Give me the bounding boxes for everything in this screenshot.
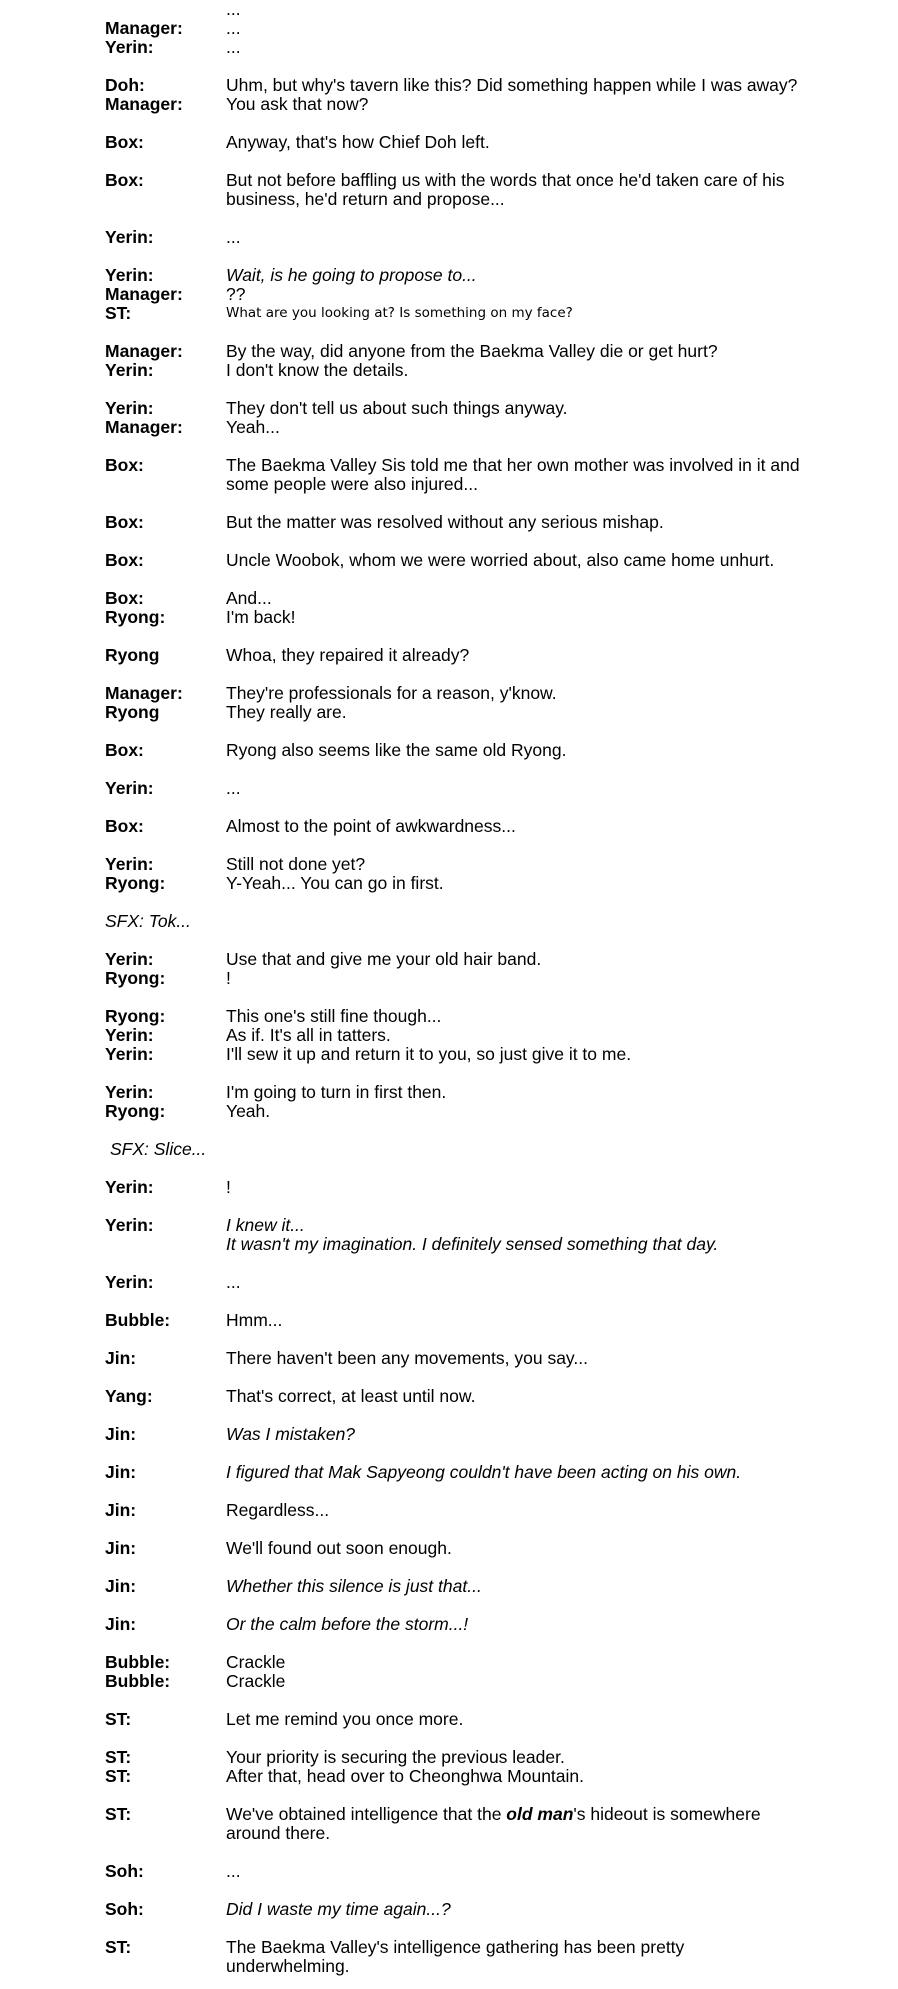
dialogue-line bbox=[105, 342, 805, 361]
speaker-label: Yerin: bbox=[105, 1082, 154, 1102]
text-segment: We've obtained intelligence that the bbox=[226, 1804, 507, 1824]
dialogue-text: Crackle bbox=[226, 1652, 286, 1672]
speaker-label: Jin: bbox=[105, 1576, 137, 1596]
dialogue-line bbox=[105, 1501, 805, 1520]
dialogue-line bbox=[105, 1273, 805, 1292]
dialogue-line bbox=[105, 1539, 805, 1558]
dialogue-line bbox=[105, 1862, 805, 1881]
speaker-label: Yerin: bbox=[105, 1044, 154, 1064]
dialogue-line bbox=[105, 76, 805, 95]
dialogue-line bbox=[105, 1463, 805, 1482]
dialogue-text: Anyway, that's how Chief Doh left. bbox=[226, 132, 490, 152]
line-spacer bbox=[105, 1786, 805, 1805]
line-spacer bbox=[105, 57, 805, 76]
dialogue-text: Let me remind you once more. bbox=[226, 1709, 464, 1729]
line-spacer bbox=[105, 1121, 805, 1140]
speaker-label: Yerin: bbox=[105, 265, 154, 285]
line-spacer bbox=[105, 1729, 805, 1748]
speaker-label: ST: bbox=[105, 1747, 132, 1767]
dialogue-line bbox=[105, 19, 805, 38]
dialogue-text: I don't know the details. bbox=[226, 360, 409, 380]
line-spacer bbox=[105, 1596, 805, 1615]
dialogue-text: Your priority is securing the previous leader. bbox=[226, 1747, 565, 1767]
line-spacer bbox=[105, 1197, 805, 1216]
dialogue-line bbox=[105, 855, 805, 874]
line-spacer bbox=[105, 494, 805, 513]
speaker-label: Soh: bbox=[105, 1861, 144, 1881]
dialogue-text: Or the calm before the storm...! bbox=[226, 1614, 469, 1634]
dialogue-text: Whether this silence is just that... bbox=[226, 1576, 482, 1596]
dialogue-text: We'll found out soon enough. bbox=[226, 1538, 452, 1558]
line-spacer bbox=[105, 1368, 805, 1387]
dialogue-text: Hmm... bbox=[226, 1310, 283, 1330]
speaker-label: ST: bbox=[105, 1937, 132, 1957]
emphasis-text: old man bbox=[506, 1804, 574, 1824]
speaker-label: Manager: bbox=[105, 284, 183, 304]
speaker-label: Ryong: bbox=[105, 607, 166, 627]
speaker-label: Manager: bbox=[105, 18, 183, 38]
line-spacer bbox=[105, 893, 805, 912]
speaker-label: Soh: bbox=[105, 1899, 144, 1919]
speaker-label: ST: bbox=[105, 1766, 132, 1786]
speaker-label: ST: bbox=[105, 1804, 132, 1824]
line-spacer bbox=[105, 1292, 805, 1311]
speaker-label: Box: bbox=[105, 455, 144, 475]
dialogue-line bbox=[105, 1748, 805, 1767]
line-spacer bbox=[105, 1482, 805, 1501]
dialogue-line bbox=[105, 703, 805, 722]
dialogue-line bbox=[105, 171, 805, 209]
line-spacer bbox=[105, 1881, 805, 1900]
speaker-label: Yerin: bbox=[105, 1177, 154, 1197]
speaker-label: Box: bbox=[105, 512, 144, 532]
speaker-label: Ryong: bbox=[105, 1006, 166, 1026]
speaker-label: ST: bbox=[105, 1709, 132, 1729]
speaker-label: Jin: bbox=[105, 1462, 137, 1482]
dialogue-line bbox=[105, 779, 805, 798]
dialogue-line bbox=[105, 646, 805, 665]
dialogue-line bbox=[105, 1349, 805, 1368]
line-spacer bbox=[105, 988, 805, 1007]
dialogue-text: The Baekma Valley's intelligence gathering has been pretty underwhelming. bbox=[226, 1937, 685, 1976]
line-spacer bbox=[105, 532, 805, 551]
speaker-label: Yerin: bbox=[105, 854, 154, 874]
dialogue-text: ... bbox=[226, 1861, 241, 1881]
dialogue-text: Whoa, they repaired it already? bbox=[226, 645, 470, 665]
dialogue-line bbox=[105, 513, 805, 532]
dialogue-text: I knew it... It wasn't my imagination. I definitely sensed something that day. bbox=[226, 1215, 719, 1254]
dialogue-text: I figured that Mak Sapyeong couldn't have been acting on his own. bbox=[226, 1462, 742, 1482]
line-spacer bbox=[105, 931, 805, 950]
dialogue-line bbox=[105, 0, 805, 19]
dialogue-text: Was I mistaken? bbox=[226, 1424, 356, 1444]
line-spacer bbox=[105, 380, 805, 399]
dialogue-line bbox=[105, 589, 805, 608]
dialogue-line bbox=[105, 1938, 805, 1976]
speaker-label: Yerin: bbox=[105, 360, 154, 380]
speaker-label: Jin: bbox=[105, 1424, 137, 1444]
dialogue-text: Yeah... bbox=[226, 417, 280, 437]
dialogue-text: Did I waste my time again...? bbox=[226, 1899, 451, 1919]
dialogue-text: Still not done yet? bbox=[226, 854, 366, 874]
dialogue-line bbox=[105, 1767, 805, 1786]
dialogue-line bbox=[105, 1311, 805, 1330]
line-spacer bbox=[105, 1919, 805, 1938]
speaker-label: Doh: bbox=[105, 75, 145, 95]
dialogue-text: They really are. bbox=[226, 702, 347, 722]
dialogue-text: ?? bbox=[226, 284, 246, 304]
dialogue-line bbox=[105, 285, 805, 304]
speaker-label bbox=[105, 0, 226, 19]
speaker-label: Bubble: bbox=[105, 1671, 171, 1691]
line-spacer bbox=[105, 1558, 805, 1577]
dialogue-text: ... bbox=[226, 37, 241, 57]
speaker-label: Box: bbox=[105, 740, 144, 760]
dialogue-line bbox=[105, 874, 805, 893]
line-spacer bbox=[105, 1444, 805, 1463]
dialogue-text: ! bbox=[226, 1177, 231, 1197]
speaker-label: Jin: bbox=[105, 1538, 137, 1558]
dialogue-text: Ryong also seems like the same old Ryong. bbox=[226, 740, 567, 760]
dialogue-line bbox=[105, 1615, 805, 1634]
line-spacer bbox=[105, 1064, 805, 1083]
dialogue-text: ... bbox=[226, 227, 241, 247]
dialogue-text: Almost to the point of awkwardness... bbox=[226, 816, 516, 836]
dialogue-line bbox=[105, 456, 805, 494]
speaker-label: Manager: bbox=[105, 94, 183, 114]
dialogue-text: Use that and give me your old hair band. bbox=[226, 949, 542, 969]
dialogue-text: I'm going to turn in first then. bbox=[226, 1082, 447, 1102]
sfx-line: SFX: Slice... bbox=[110, 1139, 207, 1159]
dialogue-line bbox=[105, 684, 805, 703]
dialogue-text: ... bbox=[226, 0, 241, 19]
line-spacer bbox=[105, 1254, 805, 1273]
speaker-label: Yerin: bbox=[105, 398, 154, 418]
dialogue-line bbox=[105, 950, 805, 969]
dialogue-text: Yeah. bbox=[226, 1101, 271, 1121]
speaker-label: Box: bbox=[105, 170, 144, 190]
line-spacer bbox=[105, 798, 805, 817]
speaker-label: Yang: bbox=[105, 1386, 153, 1406]
dialogue-line bbox=[105, 741, 805, 760]
line-spacer bbox=[105, 760, 805, 779]
dialogue-text: I'll sew it up and return it to you, so just give it to me. bbox=[226, 1044, 632, 1064]
speaker-label: Yerin: bbox=[105, 778, 154, 798]
speaker-label: Yerin: bbox=[105, 1215, 154, 1235]
dialogue-text: They don't tell us about such things anyway. bbox=[226, 398, 568, 418]
line-spacer bbox=[105, 323, 805, 342]
dialogue-line bbox=[105, 1045, 805, 1064]
dialogue-line bbox=[105, 1577, 805, 1596]
line-spacer bbox=[105, 114, 805, 133]
dialogue-line bbox=[105, 1900, 805, 1919]
speaker-label: Yerin: bbox=[105, 227, 154, 247]
speaker-label: Ryong: bbox=[105, 1101, 166, 1121]
dialogue-text bbox=[226, 1805, 805, 1843]
line-spacer bbox=[105, 722, 805, 741]
line-spacer bbox=[105, 665, 805, 684]
speaker-label: Yerin: bbox=[105, 1272, 154, 1292]
speaker-label: Bubble: bbox=[105, 1310, 171, 1330]
dialogue-text: Wait, is he going to propose to... bbox=[226, 265, 477, 285]
dialogue-line bbox=[105, 1387, 805, 1406]
script-transcript bbox=[105, 0, 805, 1976]
dialogue-text: Y-Yeah... You can go in first. bbox=[226, 873, 444, 893]
speaker-label: Box: bbox=[105, 132, 144, 152]
dialogue-line bbox=[105, 133, 805, 152]
speaker-label: Manager: bbox=[105, 683, 183, 703]
dialogue-line bbox=[105, 1102, 805, 1121]
line-spacer bbox=[105, 247, 805, 266]
dialogue-text: ! bbox=[226, 968, 231, 988]
speaker-label: Ryong bbox=[105, 645, 160, 665]
line-spacer bbox=[105, 437, 805, 456]
dialogue-line bbox=[105, 1710, 805, 1729]
dialogue-line bbox=[105, 1083, 805, 1102]
dialogue-text: What are you looking at? Is something on my face? bbox=[226, 305, 573, 321]
speaker-label: Ryong: bbox=[105, 873, 166, 893]
dialogue-text: Crackle bbox=[226, 1671, 286, 1691]
speaker-label: Yerin: bbox=[105, 949, 154, 969]
speaker-label: Box: bbox=[105, 816, 144, 836]
speaker-label: ST: bbox=[105, 303, 132, 323]
line-spacer bbox=[105, 1330, 805, 1349]
line-spacer bbox=[105, 209, 805, 228]
speaker-label: Ryong bbox=[105, 702, 160, 722]
dialogue-line bbox=[105, 399, 805, 418]
line-spacer bbox=[105, 1843, 805, 1862]
dialogue-line bbox=[105, 266, 805, 285]
dialogue-line bbox=[105, 38, 805, 57]
dialogue-text: ... bbox=[226, 778, 241, 798]
dialogue-line bbox=[105, 551, 805, 570]
dialogue-line bbox=[105, 1672, 805, 1691]
speaker-label: Box: bbox=[105, 588, 144, 608]
line-spacer bbox=[105, 152, 805, 171]
dialogue-text: As if. It's all in tatters. bbox=[226, 1025, 391, 1045]
speaker-label: Jin: bbox=[105, 1500, 137, 1520]
dialogue-text: Uhm, but why's tavern like this? Did something happen while I was away? bbox=[226, 75, 798, 95]
dialogue-text: That's correct, at least until now. bbox=[226, 1386, 476, 1406]
line-spacer bbox=[105, 1406, 805, 1425]
dialogue-text: And... bbox=[226, 588, 272, 608]
dialogue-line bbox=[105, 608, 805, 627]
speaker-label: Yerin: bbox=[105, 1025, 154, 1045]
text-segment: 's hideout is somewhere around there. bbox=[226, 1804, 761, 1843]
dialogue-line bbox=[105, 1425, 805, 1444]
dialogue-text: I'm back! bbox=[226, 607, 296, 627]
dialogue-line bbox=[105, 228, 805, 247]
speaker-label: Manager: bbox=[105, 417, 183, 437]
dialogue-line bbox=[105, 817, 805, 836]
dialogue-text: Regardless... bbox=[226, 1500, 330, 1520]
dialogue-line bbox=[105, 418, 805, 437]
speaker-label: Yerin: bbox=[105, 37, 154, 57]
line-spacer bbox=[105, 1691, 805, 1710]
dialogue-line bbox=[105, 304, 805, 323]
dialogue-line bbox=[105, 1805, 805, 1843]
dialogue-text: This one's still fine though... bbox=[226, 1006, 442, 1026]
dialogue-text: After that, head over to Cheonghwa Mountain. bbox=[226, 1766, 585, 1786]
dialogue-line bbox=[105, 1178, 805, 1197]
dialogue-text: ... bbox=[226, 18, 241, 38]
dialogue-line bbox=[105, 1216, 805, 1254]
speaker-label: Ryong: bbox=[105, 968, 166, 988]
dialogue-text: Uncle Woobok, whom we were worried about, also came home unhurt. bbox=[226, 550, 775, 570]
line-spacer bbox=[105, 1159, 805, 1178]
dialogue-text: ... bbox=[226, 1272, 241, 1292]
dialogue-text: They're professionals for a reason, y'know. bbox=[226, 683, 557, 703]
dialogue-text: The Baekma Valley Sis told me that her own mother was involved in it and some people were also injured... bbox=[226, 455, 800, 494]
speaker-label: Box: bbox=[105, 550, 144, 570]
dialogue-line bbox=[105, 969, 805, 988]
dialogue-text: But the matter was resolved without any serious mishap. bbox=[226, 512, 664, 532]
line-spacer bbox=[105, 627, 805, 646]
dialogue-text: You ask that now? bbox=[226, 94, 369, 114]
speaker-label: Manager: bbox=[105, 341, 183, 361]
speaker-label: Jin: bbox=[105, 1614, 137, 1634]
dialogue-text: There haven't been any movements, you say... bbox=[226, 1348, 588, 1368]
line-spacer bbox=[105, 1520, 805, 1539]
line-spacer bbox=[105, 836, 805, 855]
dialogue-text: By the way, did anyone from the Baekma Valley die or get hurt? bbox=[226, 341, 718, 361]
dialogue-line bbox=[105, 361, 805, 380]
dialogue-text: But not before baffling us with the words that once he'd taken care of his business, he'd return and propose... bbox=[226, 170, 785, 209]
dialogue-line bbox=[105, 1007, 805, 1026]
sfx-line: SFX: Tok... bbox=[105, 911, 191, 931]
dialogue-line bbox=[105, 1026, 805, 1045]
speaker-label: Bubble: bbox=[105, 1652, 171, 1672]
line-spacer bbox=[105, 1634, 805, 1653]
line-spacer bbox=[105, 570, 805, 589]
dialogue-line bbox=[105, 1653, 805, 1672]
dialogue-line bbox=[105, 95, 805, 114]
speaker-label: Jin: bbox=[105, 1348, 137, 1368]
